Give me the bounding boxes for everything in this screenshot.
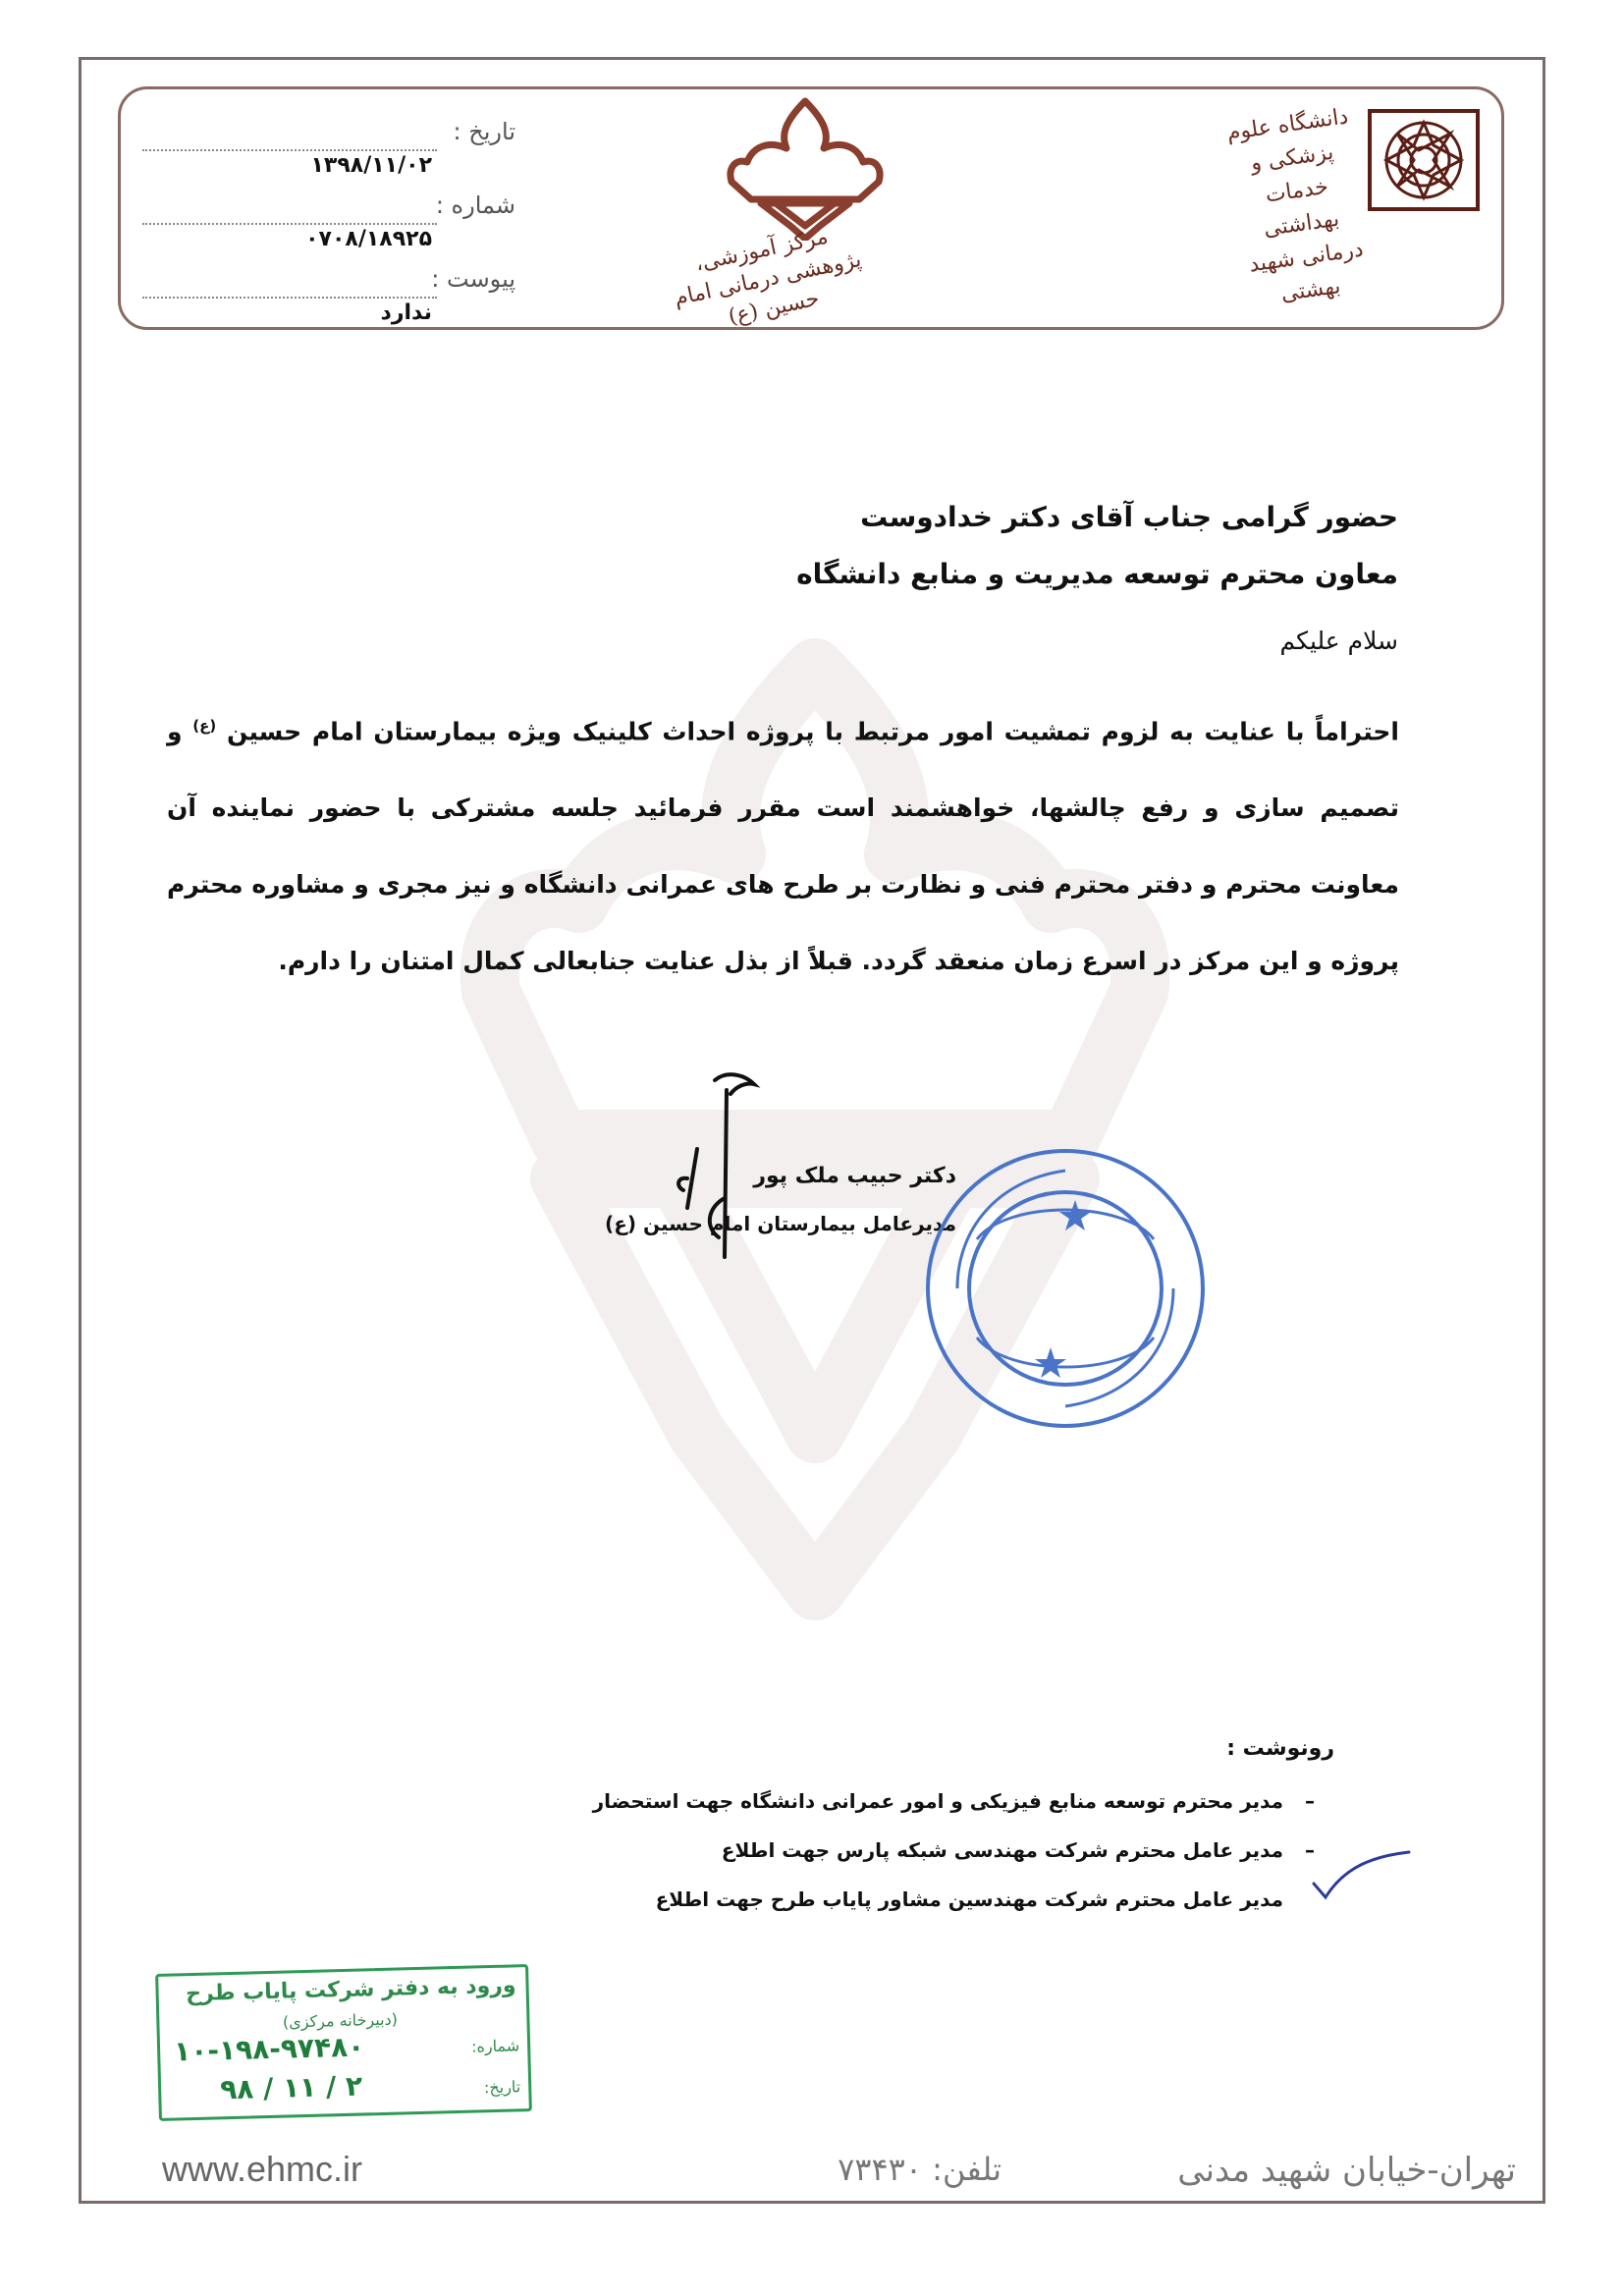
attachment-field (142, 265, 515, 324)
date-dotted-line (142, 149, 437, 151)
recipient-name: حضور گرامی جناب آقای دکتر خدادوست (860, 501, 1398, 533)
stamp-subtitle: (دبیرخانه مرکزی) (282, 2009, 399, 2032)
receipt-stamp (155, 1964, 532, 2121)
cc-item (446, 1789, 1329, 1813)
date-value: ۱۳۹۸/۱۱/۰۲ (310, 153, 432, 178)
stamp-number-label: شماره: (470, 2036, 520, 2056)
cc-item-text: مدیر عامل محترم شرکت مهندسین مشاور پایاب طرح جهت اطلاع (655, 1887, 1284, 1911)
letter-body-part1: احتراماً با عنایت به لزوم تمشیت امور مرتبط با پروژه احداث کلینیک ویژه بیمارستان امام حسین (226, 717, 1399, 746)
footer-website: www.ehmc.ir (162, 2149, 363, 2189)
number-label: شماره : (435, 191, 515, 219)
cc-item (446, 1838, 1329, 1862)
stamp-number-value: ۱۰-۱۹۸-۹۷۴۸۰ (173, 2030, 365, 2068)
greeting: سلام علیکم (1279, 627, 1398, 655)
letter-body-part2: و تصمیم سازی و رفع چالشها، خواهشمند است مقرر فرمائید جلسه مشترکی با حضور نماینده آن معاونت محترم و دفتر محترم فنی و نظارت بر طرح های عمرانی دانشگاه و نیز مجری و مشاوره محترم پروژه و این مرکز در اسرع زمان منعقد گردد. قبلاً از بذل عنایت جنابعالی کمال امتنان را دارم. (167, 717, 1399, 976)
hospital-name: مرکز آموزشی، پژوهشی درمانی امام حسین (ع) (672, 224, 864, 330)
recipient-title: معاون محترم توسعه مدیریت و منابع دانشگاه (796, 558, 1398, 590)
number-value: ۰۷۰۸/۱۸۹۲۵ (305, 227, 432, 251)
attachment-value: ندارد (380, 301, 432, 325)
letter-body (167, 687, 1399, 1000)
signer-name: دکتر حبیب ملک پور (753, 1164, 956, 1188)
university-logo (1365, 106, 1483, 214)
cc-dash: – (1305, 1838, 1315, 1862)
stamp-date-value: ۹۸ / ۱۱ / ۲ (219, 2069, 363, 2106)
cc-item (446, 1887, 1329, 1911)
checkmark-icon (1306, 1846, 1414, 1905)
official-seal (918, 1141, 1213, 1436)
signer-title: مدیرعامل بیمارستان امام حسین (ع) (605, 1212, 956, 1235)
cc-item-text: مدیر محترم توسعه منابع فیزیکی و امور عمرانی دانشگاه جهت استحضار (592, 1789, 1284, 1813)
date-field (142, 118, 515, 177)
date-label: تاریخ : (453, 118, 515, 145)
number-field (142, 191, 515, 250)
hospital-logo (722, 93, 889, 241)
stamp-date-label: تاریخ: (483, 2077, 521, 2098)
attachment-dotted-line (142, 297, 437, 299)
number-dotted-line (142, 223, 437, 225)
attachment-label: پیوست : (431, 265, 515, 293)
cc-item-text: مدیر عامل محترم شرکت مهندسی شبکه پارس جهت اطلاع (721, 1838, 1284, 1862)
cc-dash: – (1305, 1789, 1315, 1813)
stamp-title: ورود به دفتر شرکت پایاب طرح (185, 1973, 516, 2007)
cc-title: رونوشت : (1226, 1736, 1334, 1761)
letter-body-honorific: (ع) (192, 717, 217, 735)
footer-phone: تلفن: ۷۳۴۳۰ (838, 2151, 1001, 2188)
footer-address: تهران-خیابان شهید مدنی (1177, 2151, 1516, 2190)
university-name: دانشگاه علوم پزشکی و خدمات بهداشتی درمانی شهید بهشتی (1225, 104, 1366, 307)
